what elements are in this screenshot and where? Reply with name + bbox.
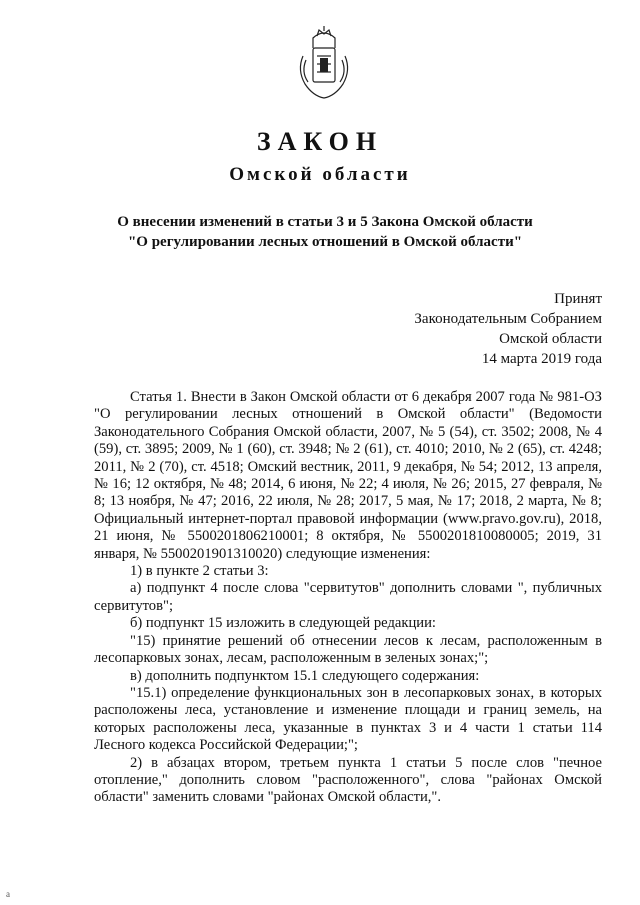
law-heading-line-2: "О регулировании лесных отношений в Омской области" xyxy=(127,234,523,250)
document-title: ЗАКОН xyxy=(256,127,384,156)
adoption-block xyxy=(414,289,602,369)
item-2: 2) в абзацах втором, третьем пункта 1 статьи 5 после слов "печное отопление," дополнить словом "расположенного", слова "районах Омской области" заменить словами "районах Омской области,". xyxy=(94,754,602,806)
law-heading-line-1: О внесении изменений в статьи 3 и 5 Закона Омской области xyxy=(117,214,533,230)
law-heading xyxy=(90,212,560,252)
item-1c-text: "15.1) определение функциональных зон в лесопарковых зонах, в которых расположены леса, установление и изменение площади и границ земель, на которых расположены леса, указанные в пунктах 3 и 4 части 1 статьи 114 Лесного кодекса Российской Федерации;"; xyxy=(94,684,602,754)
item-1c: в) дополнить подпунктом 15.1 следующего содержания: xyxy=(130,667,480,684)
item-1a: а) подпункт 4 после слова "сервитутов" дополнить словами ", публичных сервитутов"; xyxy=(94,580,602,614)
adoption-date: 14 марта 2019 года xyxy=(481,351,602,367)
document-subtitle: Омской области xyxy=(229,164,411,185)
adoption-line-3: Омской области xyxy=(499,331,602,347)
adoption-line-2: Законодательным Собранием xyxy=(414,311,602,327)
adoption-line-1: Принят xyxy=(554,291,602,307)
coat-of-arms-icon xyxy=(293,22,355,102)
margin-mark: а xyxy=(6,889,10,899)
item-1b: б) подпункт 15 изложить в следующей редакции: xyxy=(130,615,436,632)
item-1: 1) в пункте 2 статьи 3: xyxy=(130,563,269,580)
article-1-paragraph: Статья 1. Внести в Закон Омской области от 6 декабря 2007 года № 981-ОЗ "О регулировании лесных отношений в Омской области" (Ведомости Законодательного Собрания Омской области, 2007, № 5 (54), ст. 3502; 2008, № 4 (59), ст. 3895; 2009, № 1 (60), ст. 3948; № 2 (61), ст. 4010; 2010, № 2 (65), ст. 4248; 2011, № 2 (70), ст. 4518; Омский вестник, 2011, 9 декабря, № 54; 2012, 13 апреля, № 16; 12 октября, № 48; 2014, 6 июня, № 22; 4 июля, № 26; 2015, 27 февраля, № 8; 13 ноября, № 47; 2016, 22 июля, № 28; 2017, 5 мая, № 17; 2018, 2 марта, № 8; Официальный интернет-портал правовой информации (www.pravo.gov.ru), 2018, 21 июня, № 5500201806210001; 8 октября, № 5500201810080005; 2019, 31 января, № 5500201901310020) следующие изменения: xyxy=(94,389,602,562)
item-1b-text: "15) принятие решений об отнесении лесов к лесам, расположенным в лесопарковых зонах, лесам, расположенным в зеленых зонах;"; xyxy=(94,632,602,667)
document-body xyxy=(94,389,602,807)
